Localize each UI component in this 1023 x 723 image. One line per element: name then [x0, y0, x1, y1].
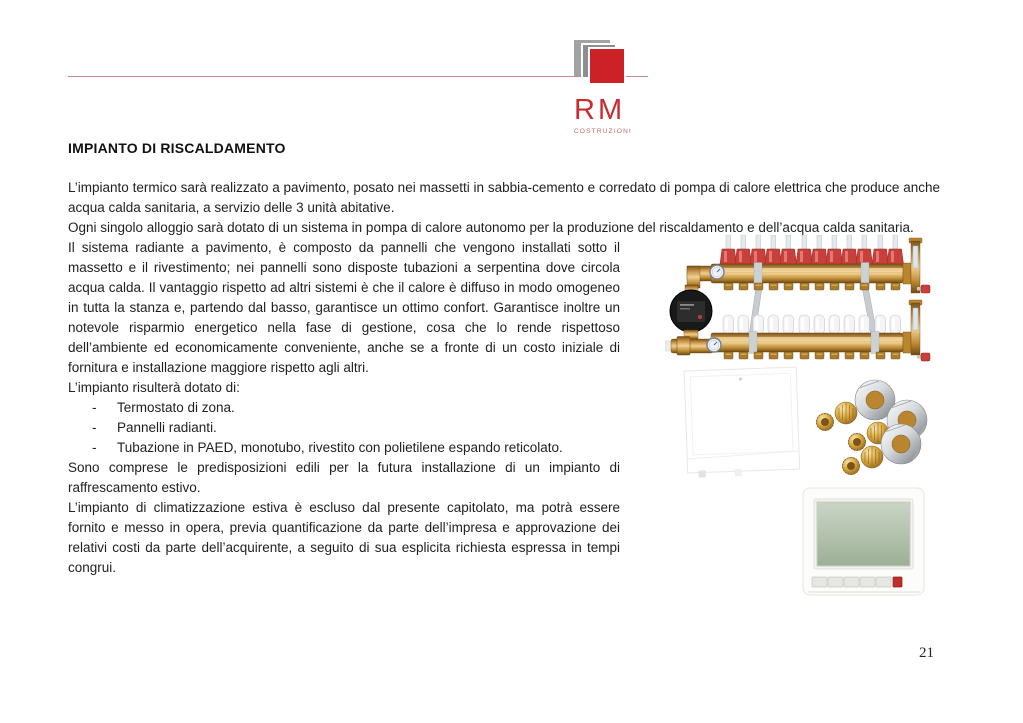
document-body: [68, 140, 940, 638]
list-item-text: Tubazione in PAED, monotubo, rivestito con polietilene espando reticolato.: [117, 440, 563, 455]
figure-column: [620, 238, 940, 638]
list-item-text: Termostato di zona.: [117, 400, 235, 415]
thermostat-image: [800, 483, 928, 599]
logo-square-front: [588, 47, 626, 85]
paragraph-climatizzazione: L’impianto di climatizzazione estiva è escluso dal presente capitolato, ma potrà essere fornito e messo in opera, previa quantificazione da parte dell’impresa e approvazione dei relativi costi da parte dell’acquirente, a seguito di sua esplicita richiesta espressa in tempi congrui.: [68, 500, 620, 575]
list-item-marker: -: [92, 440, 97, 455]
list-item: [68, 398, 620, 418]
page-number: 21: [919, 645, 934, 661]
manifold-cabinet-image: [683, 365, 803, 481]
paragraph-alloggio: Ogni singolo alloggio sarà dotato di un sistema in pompa di calore autonomo per la produzione del riscaldamento e dell’acqua calda sanitaria.: [68, 220, 914, 235]
paragraph-intro: L’impianto termico sarà realizzato a pavimento, posato nei massetti in sabbia-cemento e corredato di pompa di calore elettrica che produce anche acqua calda sanitaria, a servizio delle 3 unità abitative.: [68, 180, 940, 215]
list-item-marker: -: [92, 400, 97, 415]
paragraph-list-intro: L’impianto risulterà dotato di:: [68, 380, 240, 395]
list-item: [68, 418, 620, 438]
logo-subtext: COSTRUZIONI: [574, 128, 632, 135]
list-item: [68, 438, 620, 458]
company-logo: [574, 40, 632, 135]
heating-manifold-image: [665, 235, 935, 377]
paragraph-predisposizioni: Sono comprese le predisposizioni edili per la futura installazione di un impianto di raffrescamento estivo.: [68, 460, 620, 495]
brass-fittings-image: [813, 378, 935, 478]
logo-squares-icon: [574, 40, 630, 89]
list-item-text: Pannelli radianti.: [117, 420, 217, 435]
paragraph-sistema-radiante: Il sistema radiante a pavimento, è composto da pannelli che vengono installati sotto il massetto e il rivestimento; nei pannelli sono disposte tubazioni a serpentina dove circola acqua calda. Il vantaggio rispetto ad altri sistemi è che il calore è diffuso in modo omogeneo in tutta la stanza e, partendo dal basso, garantisce un ottimo confort. Garantisce inoltre un notevole risparmio energetico nella fase di gestione, cosa che lo rende rispettoso dell’ambiente ed economicamente conveniente, anche se a fronte di un costo iniziale di fornitura e installazione maggiore rispetto agli altri.: [68, 240, 620, 375]
logo-text: RM: [574, 94, 626, 126]
page-title: IMPIANTO DI RISCALDAMENTO: [68, 140, 286, 156]
header-rule: [68, 76, 648, 77]
list-item-marker: -: [92, 420, 97, 435]
